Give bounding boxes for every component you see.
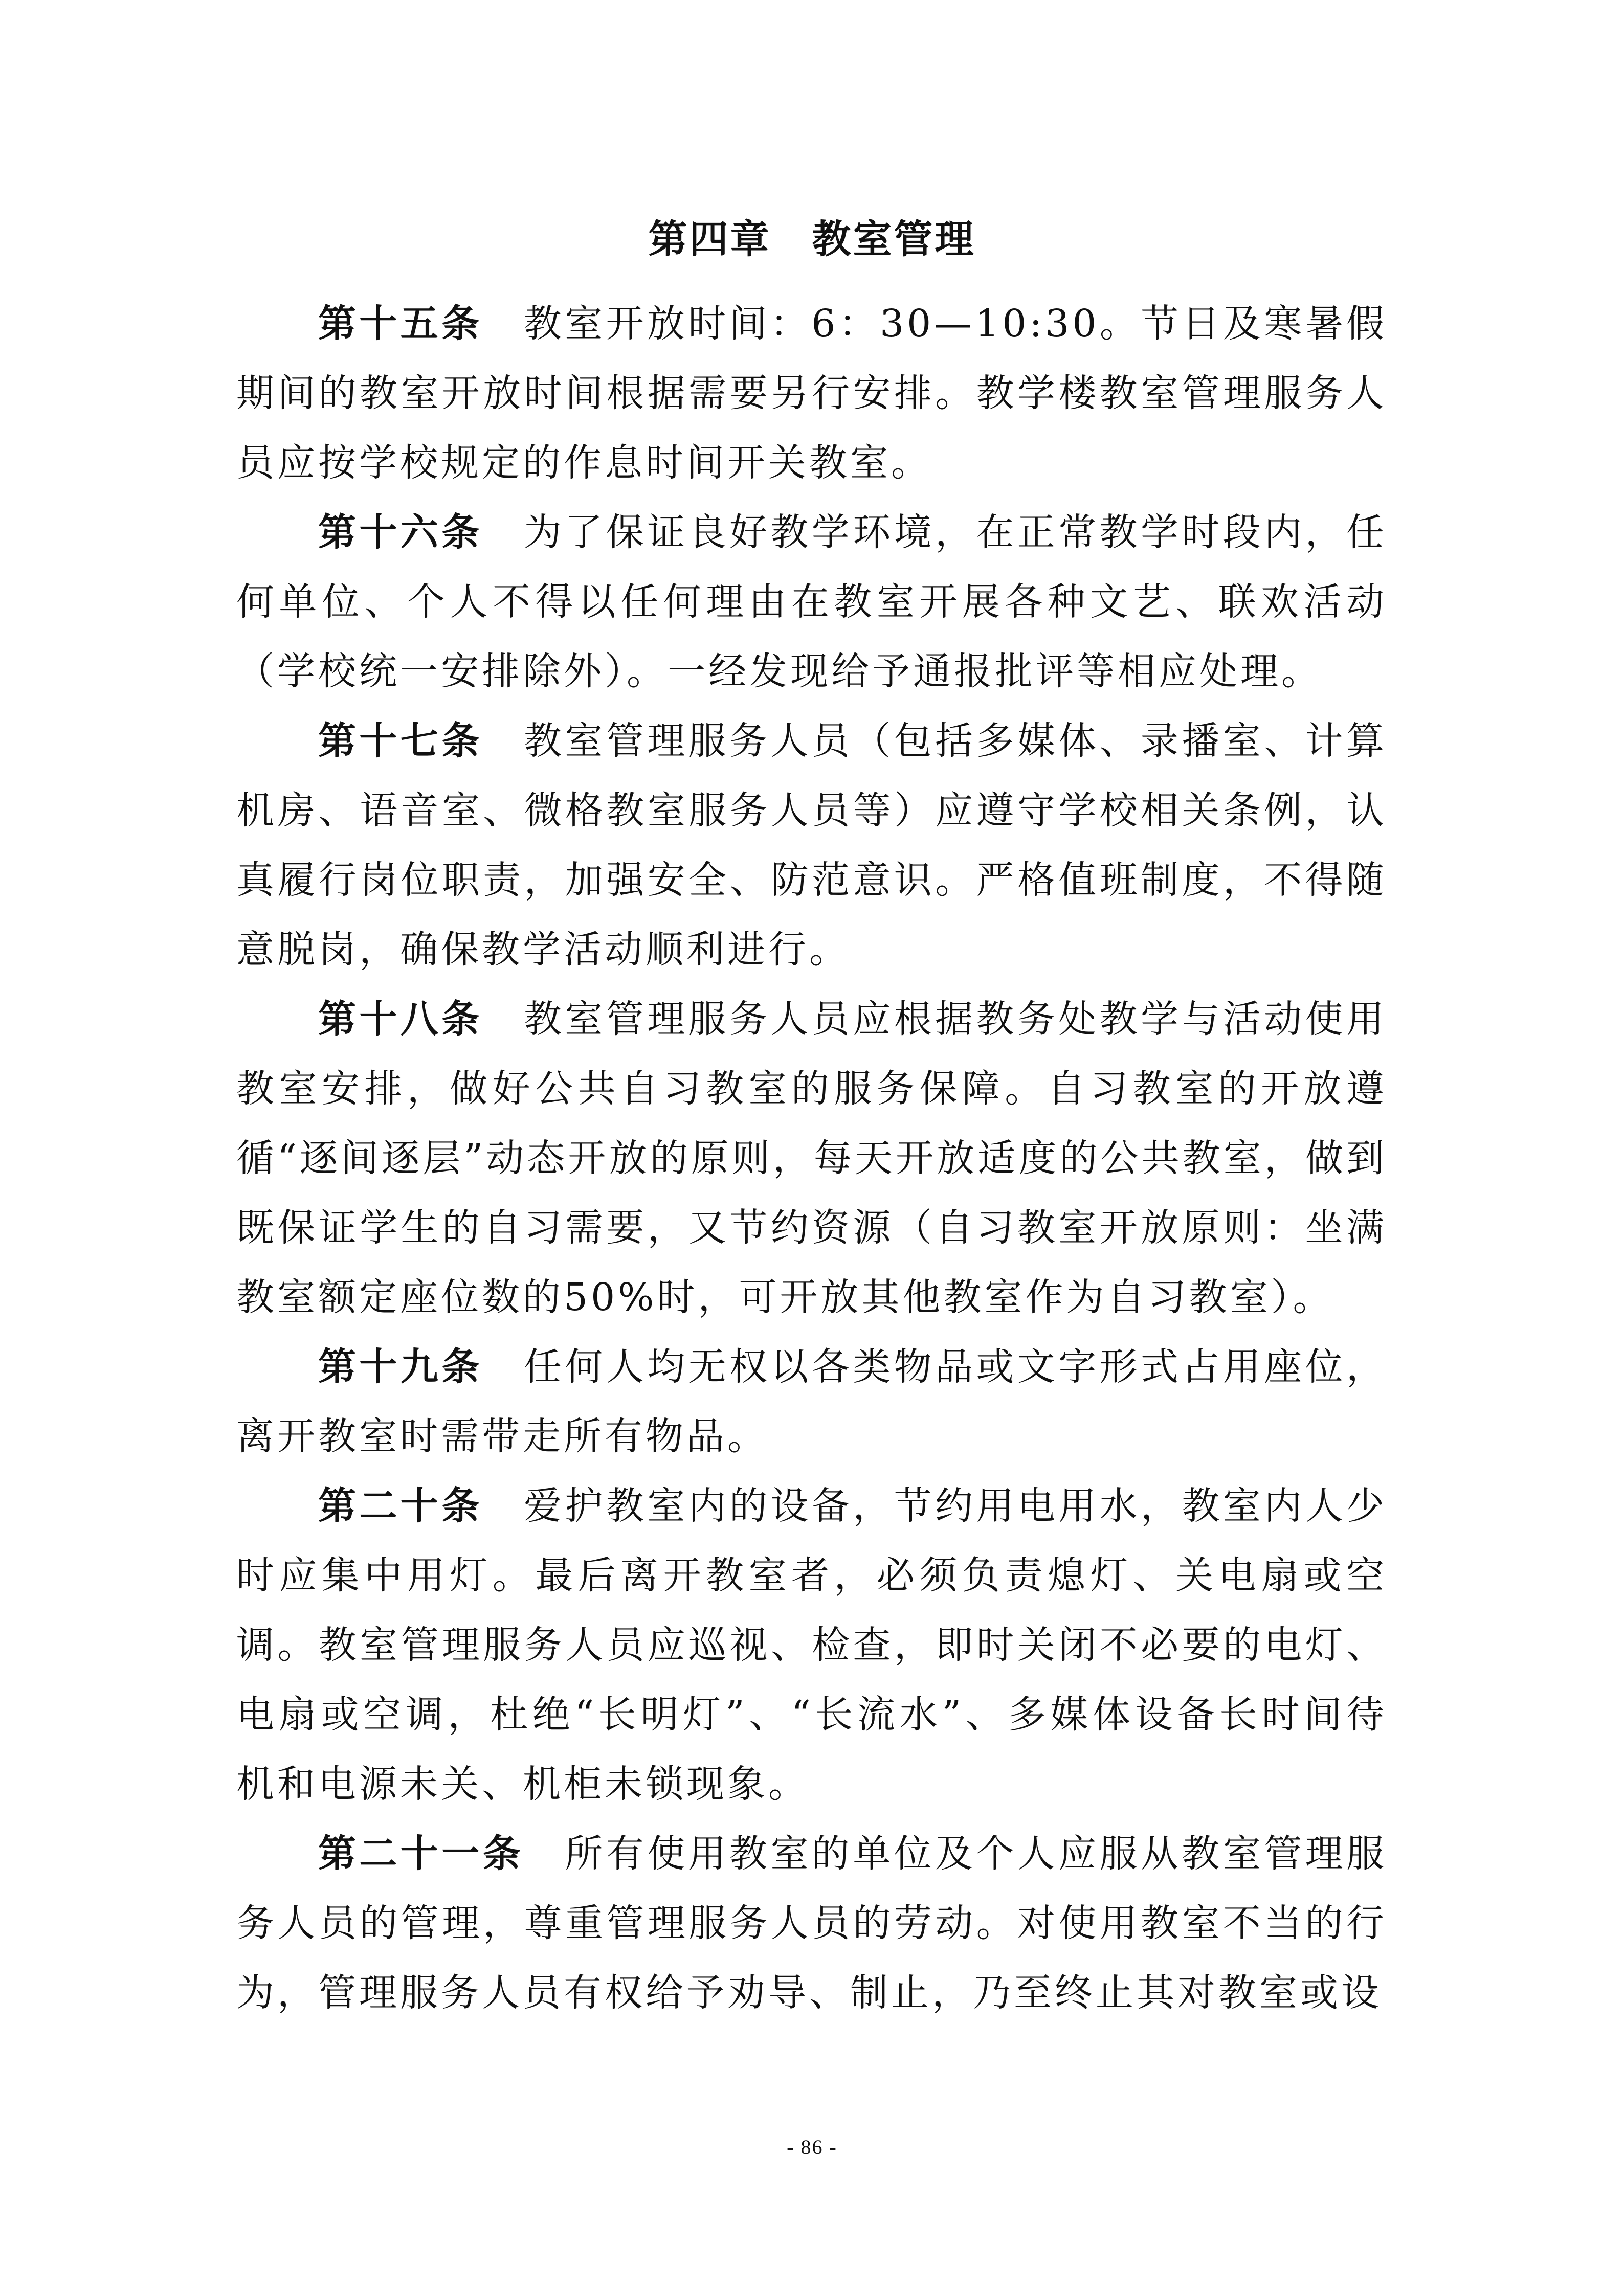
article-19 [236,1332,1387,1471]
article-15 [236,289,1387,498]
article-heading: 第十八条 [318,997,483,1041]
article-text: 教室管理服务人员应根据教务处教学与活动使用教室安排，做好公共自习教室的服务保障。自习教室的开放遵循“逐间逐层”动态开放的原则，每天开放适度的公共教室，做到既保证学生的自习需要，又节约资源（自习教室开放原则：坐满教室额定座位数的50%时，可开放其他教室作为自习教室）。 [236,997,1388,1319]
article-21 [236,1819,1387,2028]
article-text: 任何人均无权以各类物品或文字形式占用座位，离开教室时需带走所有物品。 [236,1345,1388,1458]
page-number: - 86 - [787,2135,837,2158]
article-18 [236,984,1387,1332]
article-heading: 第十九条 [318,1345,483,1389]
article-text: 为了保证良好教学环境，在正常教学时段内，任何单位、个人不得以任何理由在教室开展各种文艺、联欢活动（学校统一安排除外）。一经发现给予通报批评等相应处理。 [236,510,1388,693]
article-heading: 第十七条 [318,719,483,763]
article-text: 所有使用教室的单位及个人应服从教室管理服务人员的管理，尊重管理服务人员的劳动。对使用教室不当的行为，管理服务人员有权给予劝导、制止，乃至终止其对教室或设 [236,1832,1387,2015]
article-heading: 第十六条 [318,510,483,554]
article-text: 教室开放时间：6：30—10:30。节日及寒暑假期间的教室开放时间根据需要另行安排。教学楼教室管理服务人员应按学校规定的作息时间开关教室。 [236,302,1388,485]
article-text: 教室管理服务人员（包括多媒体、录播室、计算机房、语音室、微格教室服务人员等）应遵守学校相关条例，认真履行岗位职责，加强安全、防范意识。严格值班制度，不得随意脱岗，确保教学活动顺利进行。 [236,719,1388,972]
article-heading: 第二十条 [318,1484,483,1528]
article-16 [236,498,1387,706]
chapter-title: 第四章 教室管理 [648,216,976,262]
article-20 [236,1471,1387,1819]
article-list [236,289,1387,2028]
article-text: 爱护教室内的设备，节约用电用水，教室内人少时应集中用灯。最后离开教室者，必须负责熄灯、关电扇或空调。教室管理服务人员应巡视、检查，即时关闭不必要的电灯、电扇或空调，杜绝“长明灯”、“长流水”、多媒体设备长时间待机和电源未关、机柜未锁现象。 [236,1484,1388,1806]
article-heading: 第十五条 [318,302,483,346]
article-heading: 第二十一条 [318,1832,524,1876]
article-17 [236,706,1387,984]
